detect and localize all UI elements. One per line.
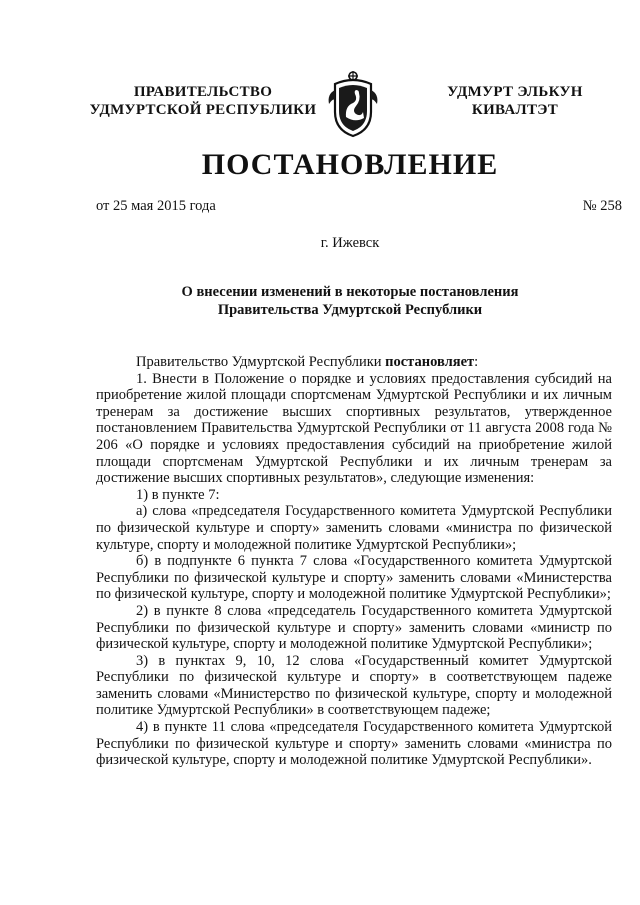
subject-line-2: Правительства Удмуртской Республики — [217, 302, 483, 318]
subject-line-1: О внесении изменений в некоторые постановления — [181, 284, 519, 300]
issuer-udmurt-line-2: КИВАЛТЭТ — [471, 102, 559, 118]
issuer-udmurt-line-1: УДМУРТ ЭЛЬКУН — [447, 84, 583, 100]
intro-prefix: Правительство Удмуртской Республики — [136, 354, 386, 370]
paragraph-subitem-1b: б) в подпункте 6 пункта 7 слова «Государственного комитета Удмуртской Республики по физической культуре и спорту» заменить словами «Министерства по физической культуре, спорту и молодежной политике Удмуртской Республики»; — [96, 553, 612, 603]
intro-paragraph — [96, 354, 612, 371]
intro-suffix: : — [474, 354, 479, 370]
paragraph-subitem-1: 1) в пункте 7: — [136, 486, 220, 503]
document-number: № 258 — [582, 198, 622, 214]
issuer-header-russian — [78, 83, 328, 119]
issuer-line-1: ПРАВИТЕЛЬСТВО — [133, 84, 273, 100]
document-city: г. Ижевск — [320, 235, 380, 251]
paragraph-item-1: 1. Внести в Положение о порядке и условиях предоставления субсидий на приобретение жилой площади спортсменам Удмуртской Республики и их личным тренерам за достижение высших спортивных результатов, утвержденное постановлением Правительства Удмуртской Республики от 11 августа 2008 года № 206 «О порядке и условиях предоставления субсидий на приобретение жилой площади спортсменам Удмуртской Республики и их личным тренерам за достижение высших спортивных результатов», следующие изменения: — [96, 370, 612, 487]
document-body — [96, 354, 612, 769]
paragraph-subitem-1a: а) слова «председателя Государственного комитета Удмуртской Республики по физической культуре и спорту» заменить словами «министра по физической культуре, спорту и молодежной политике Удмуртской Республики»; — [96, 503, 612, 553]
paragraph-subitem-3: 3) в пунктах 9, 10, 12 слова «Государственный комитет Удмуртской Республики по физической культуре и спорту» в соответствующем падеже заменить словами «Министерство по физической культуре, спорту и молодежной политике Удмуртской Республики» в соответствующем падеже; — [96, 652, 612, 719]
document-subject — [120, 283, 580, 319]
paragraph-subitem-4: 4) в пункте 11 слова «председателя Государственного комитета Удмуртской Республики по физической культуре и спорту» заменить словами «министра по физической культуре, спорту и молодежной политике Удмуртской Республики». — [96, 719, 612, 769]
udmurt-coat-of-arms-icon — [325, 70, 381, 140]
issuer-line-2: УДМУРТСКОЙ РЕСПУБЛИКИ — [89, 102, 317, 118]
paragraph-subitem-2: 2) в пункте 8 слова «председатель Государственного комитета Удмуртской Республики по физической культуре и спорту» заменить словами «министр по физической культуре, спорту и молодежной политике Удмуртской Республики»; — [96, 602, 612, 653]
issuer-header-udmurt — [430, 83, 600, 119]
document-title: ПОСТАНОВЛЕНИЕ — [201, 148, 499, 181]
intro-bold-verb: постановляет — [385, 354, 475, 370]
document-date: от 25 мая 2015 года — [96, 198, 216, 214]
